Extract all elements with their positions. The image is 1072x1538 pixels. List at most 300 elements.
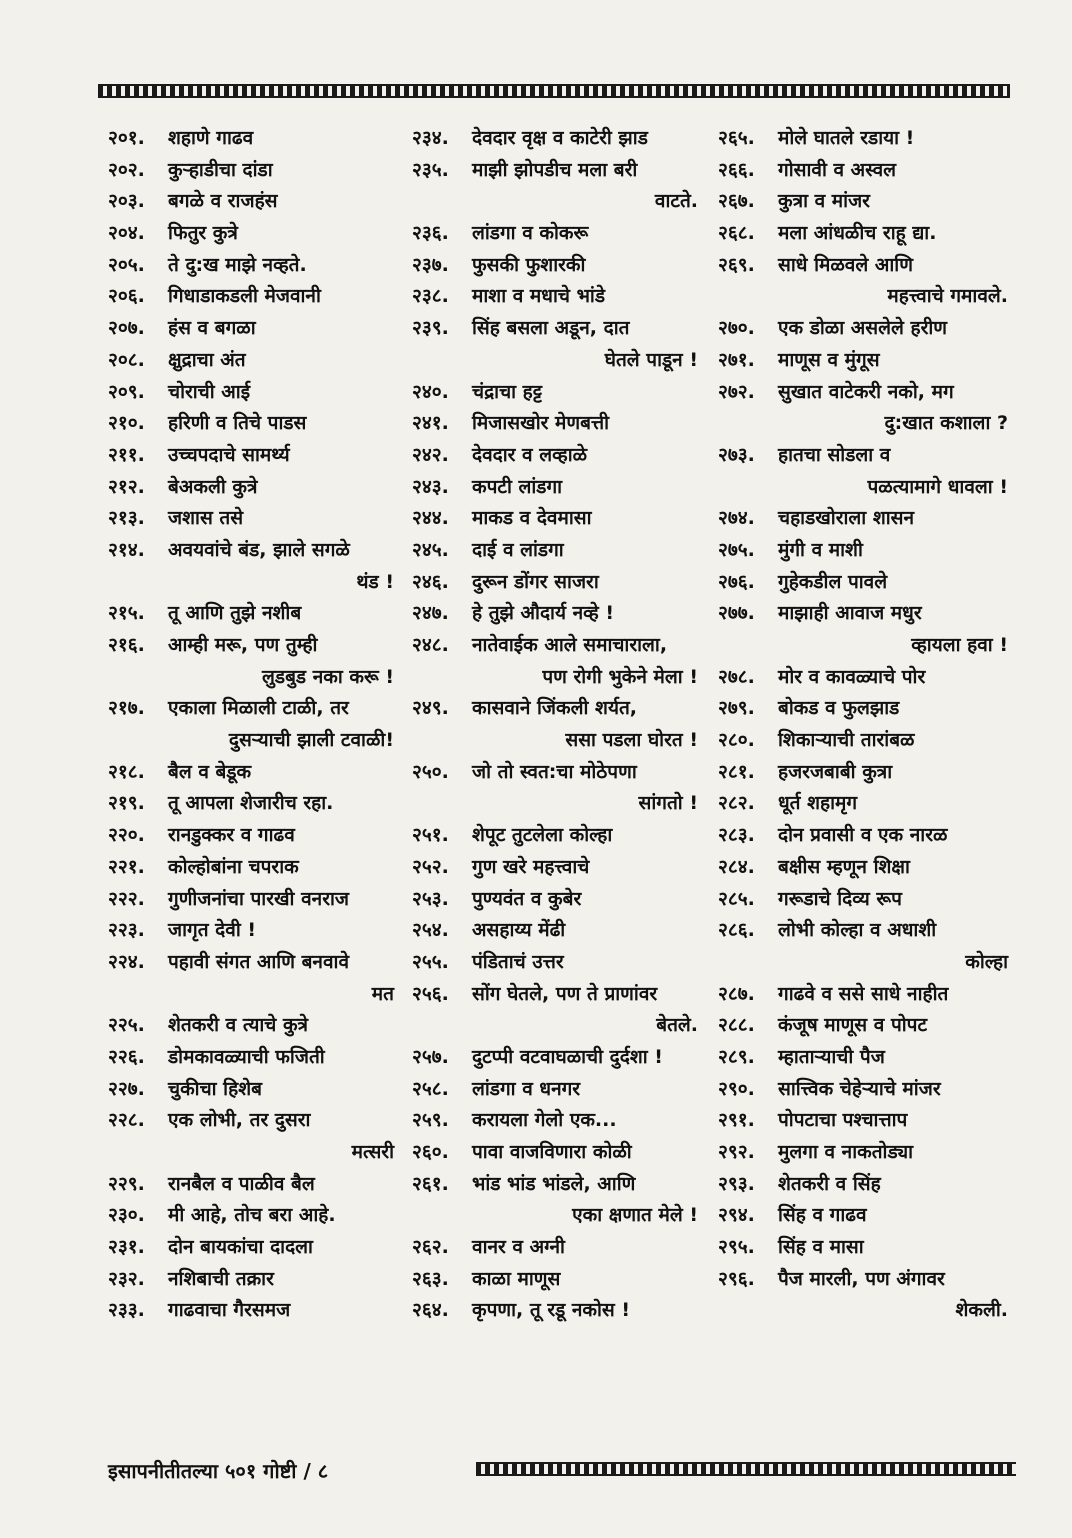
entry-number: २५३. bbox=[412, 887, 449, 910]
contents-entry bbox=[412, 503, 704, 535]
contents-entry-continuation bbox=[108, 662, 400, 694]
entry-number: २८६. bbox=[718, 919, 755, 942]
entry-number: २६६. bbox=[718, 158, 755, 181]
entry-title: घेतले पाडून ! bbox=[604, 348, 698, 371]
contents-entry bbox=[412, 630, 704, 662]
entry-number: २२४. bbox=[108, 950, 145, 973]
contents-entry bbox=[108, 186, 400, 218]
entry-number: २६८. bbox=[718, 222, 755, 245]
entry-number: २५९. bbox=[412, 1109, 449, 1132]
entry-number: २९५. bbox=[718, 1236, 755, 1259]
entry-number: २६३. bbox=[412, 1267, 449, 1290]
entry-number: २५१. bbox=[412, 824, 449, 847]
entry-title: एका क्षणात मेले ! bbox=[572, 1204, 698, 1227]
entry-number: २०३. bbox=[108, 190, 145, 213]
entry-title: दुरून डोंगर साजरा bbox=[472, 570, 599, 593]
entry-title: हजरजबाबी कुत्रा bbox=[778, 760, 893, 783]
entry-title: मुंगी व माशी bbox=[778, 538, 863, 561]
entry-title: सिंह बसला अडून, दात bbox=[472, 317, 630, 340]
entry-number: २२३. bbox=[108, 919, 145, 942]
entry-title: मी आहे, तोच बरा आहे. bbox=[168, 1204, 336, 1227]
entry-number: २६४. bbox=[412, 1299, 449, 1322]
contents-entry bbox=[108, 313, 400, 345]
entry-number: २०८. bbox=[108, 348, 145, 371]
entry-title: मुलगा व नाकतोड्या bbox=[778, 1141, 914, 1163]
entry-title: चुकीचा हिशेब bbox=[168, 1077, 262, 1100]
entry-number: २४३. bbox=[412, 475, 449, 498]
contents-entry-continuation bbox=[108, 979, 400, 1011]
contents-column-2 bbox=[412, 123, 704, 1327]
contents-entry bbox=[412, 820, 704, 852]
entry-title: माझी झोपडीच मला बरी bbox=[472, 158, 638, 181]
entry-title: गाढवाचा गैरसमज bbox=[168, 1299, 291, 1322]
entry-title: आम्ही मरू, पण तुम्ही bbox=[168, 634, 318, 656]
entry-number: २९२. bbox=[718, 1141, 755, 1163]
contents-entry bbox=[412, 567, 704, 599]
entry-title: चोराची आई bbox=[168, 380, 251, 403]
entry-title: फुसकी फुशारकी bbox=[472, 253, 586, 276]
contents-entry bbox=[108, 820, 400, 852]
entry-title: वानर व अग्नी bbox=[472, 1236, 565, 1259]
entry-number: २८८. bbox=[718, 1014, 755, 1037]
entry-title: कृपणा, तू रडू नकोस ! bbox=[472, 1299, 631, 1322]
entry-number: २८९. bbox=[718, 1045, 755, 1068]
entry-title: दु:खात कशाला ? bbox=[884, 412, 1008, 435]
entry-title: माकड व देवमासा bbox=[472, 507, 592, 530]
entry-title: सिंह व मासा bbox=[778, 1236, 864, 1259]
entry-title: शेपूट तुटलेला कोल्हा bbox=[472, 824, 613, 847]
contents-entry bbox=[108, 788, 400, 820]
contents-entry bbox=[718, 915, 1014, 947]
entry-number: २२८. bbox=[108, 1109, 145, 1132]
entry-number: २०९. bbox=[108, 380, 145, 403]
contents-entry bbox=[412, 155, 704, 187]
contents-entry bbox=[108, 123, 400, 155]
entry-number: २३६. bbox=[412, 222, 449, 245]
contents-entry bbox=[718, 662, 1014, 694]
entry-title: नशिबाची तक्रार bbox=[168, 1267, 274, 1290]
entry-number: २५५. bbox=[412, 950, 449, 973]
contents-entry bbox=[412, 1232, 704, 1264]
contents-entry bbox=[718, 345, 1014, 377]
contents-entry bbox=[108, 852, 400, 884]
entry-title: व्हायला हवा ! bbox=[911, 634, 1008, 656]
entry-title: माशा व मधाचे भांडे bbox=[472, 285, 606, 308]
entry-number: २९१. bbox=[718, 1109, 755, 1132]
entry-number: २५७. bbox=[412, 1045, 449, 1068]
contents-entry bbox=[108, 1232, 400, 1264]
entry-number: २७८. bbox=[718, 665, 755, 688]
entry-title: गुण खरे महत्त्वाचे bbox=[472, 855, 590, 878]
entry-title: बोकड व फुलझाड bbox=[778, 697, 900, 720]
contents-entry bbox=[108, 1105, 400, 1137]
contents-entry bbox=[108, 1200, 400, 1232]
contents-entry-continuation bbox=[108, 1137, 400, 1169]
entry-title: सिंह व गाढव bbox=[778, 1204, 867, 1227]
contents-entry bbox=[718, 693, 1014, 725]
entry-title: सात्त्विक चेहेऱ्याचे मांजर bbox=[778, 1077, 941, 1100]
contents-entry bbox=[108, 598, 400, 630]
contents-entry-continuation bbox=[412, 662, 704, 694]
entry-number: २२०. bbox=[108, 824, 145, 847]
entry-title: थंड ! bbox=[356, 570, 394, 593]
contents-entry bbox=[412, 123, 704, 155]
entry-title: मोर व कावळ्याचे पोर bbox=[778, 665, 926, 688]
entry-title: तू आणि तुझे नशीब bbox=[168, 602, 302, 625]
entry-number: २०७. bbox=[108, 317, 145, 340]
contents-entry-continuation bbox=[718, 472, 1014, 504]
entry-number: २७१. bbox=[718, 348, 755, 371]
entry-number: २३३. bbox=[108, 1299, 145, 1322]
entry-title: रानबैल व पाळीव बैल bbox=[168, 1172, 315, 1195]
contents-entry bbox=[718, 123, 1014, 155]
page-footer: इसापनीतीतल्या ५०१ गोष्टी / ८ bbox=[108, 1459, 329, 1483]
entry-number: २४१. bbox=[412, 412, 449, 435]
entry-number: २३४. bbox=[412, 127, 449, 149]
entry-title: गुहेकडील पावले bbox=[778, 570, 888, 593]
entry-title: साधे मिळवले आणि bbox=[778, 253, 913, 276]
contents-entry bbox=[108, 503, 400, 535]
entry-title: एक लोभी, तर दुसरा bbox=[168, 1109, 311, 1132]
entry-title: हे तुझे औदार्य नव्हे ! bbox=[472, 602, 614, 625]
contents-entry bbox=[412, 598, 704, 630]
entry-title: सांगतो ! bbox=[638, 792, 698, 815]
contents-entry-continuation bbox=[412, 1200, 704, 1232]
contents-entry bbox=[412, 1074, 704, 1106]
contents-entry bbox=[108, 472, 400, 504]
entry-title: कासवाने जिंकली शर्यत, bbox=[472, 697, 638, 720]
entry-title: मत bbox=[371, 982, 394, 1005]
entry-title: बैल व बेडूक bbox=[168, 760, 252, 783]
contents-entry bbox=[412, 313, 704, 345]
entry-number: २६२. bbox=[412, 1236, 449, 1259]
entry-title: उच्चपदाचे सामर्थ्य bbox=[168, 443, 290, 466]
contents-entry bbox=[718, 979, 1014, 1011]
contents-entry bbox=[108, 693, 400, 725]
entry-number: २०२. bbox=[108, 158, 145, 181]
contents-entry bbox=[718, 1010, 1014, 1042]
contents-entry bbox=[412, 979, 704, 1011]
top-decorative-border bbox=[98, 84, 1010, 98]
entry-title: सोंग घेतले, पण ते प्राणांवर bbox=[472, 982, 658, 1005]
entry-title: माणूस व मुंगूस bbox=[778, 348, 880, 371]
contents-entry bbox=[718, 440, 1014, 472]
entry-title: पळत्यामागे धावला ! bbox=[867, 475, 1008, 498]
contents-entry bbox=[718, 598, 1014, 630]
contents-entry bbox=[108, 408, 400, 440]
entry-title: गुणीजनांचा पारखी वनराज bbox=[168, 887, 349, 910]
entry-number: २११. bbox=[108, 443, 145, 466]
contents-entry bbox=[108, 281, 400, 313]
contents-entry bbox=[718, 1105, 1014, 1137]
entry-number: २१३. bbox=[108, 507, 145, 530]
contents-entry bbox=[108, 757, 400, 789]
contents-entry bbox=[108, 377, 400, 409]
entry-title: ससा पडला घोरत ! bbox=[565, 729, 698, 752]
entry-number: २८४. bbox=[718, 855, 755, 878]
entry-number: २४८. bbox=[412, 634, 449, 656]
contents-entry bbox=[718, 757, 1014, 789]
entry-title: लांडगा व कोकरू bbox=[472, 222, 589, 245]
entry-title: शिकाऱ्याची तारांबळ bbox=[778, 729, 915, 752]
contents-entry bbox=[108, 218, 400, 250]
contents-entry bbox=[108, 884, 400, 916]
entry-number: २६५. bbox=[718, 127, 755, 149]
contents-entry bbox=[412, 1295, 704, 1327]
entry-title: पण रोगी भुकेने मेला ! bbox=[542, 665, 698, 688]
contents-entry-continuation bbox=[412, 345, 704, 377]
contents-entry bbox=[718, 377, 1014, 409]
entry-title: दोन प्रवासी व एक नारळ bbox=[778, 824, 948, 847]
contents-entry bbox=[412, 693, 704, 725]
contents-entry-continuation bbox=[412, 788, 704, 820]
contents-entry bbox=[412, 1169, 704, 1201]
entry-number: २४९. bbox=[412, 697, 449, 720]
contents-entry-continuation bbox=[412, 1010, 704, 1042]
entry-title: शहाणे गाढव bbox=[168, 127, 254, 149]
entry-number: २१०. bbox=[108, 412, 145, 435]
contents-entry bbox=[718, 1200, 1014, 1232]
entry-number: २३८. bbox=[412, 285, 449, 308]
entry-number: २६९. bbox=[718, 253, 755, 276]
contents-entry bbox=[718, 535, 1014, 567]
entry-title: माझाही आवाज मधुर bbox=[778, 602, 922, 625]
entry-number: २५४. bbox=[412, 919, 449, 942]
contents-entry bbox=[108, 250, 400, 282]
entry-title: गाढवे व ससे साधे नाहीत bbox=[778, 982, 949, 1005]
entry-number: २७९. bbox=[718, 697, 755, 720]
entry-title: ते दु:ख माझे नव्हते. bbox=[168, 253, 307, 276]
entry-title: दोन बायकांचा दादला bbox=[168, 1236, 313, 1259]
entry-number: २१२. bbox=[108, 475, 145, 498]
contents-entry-continuation bbox=[108, 567, 400, 599]
entry-number: २३२. bbox=[108, 1267, 145, 1290]
entry-title: दुसऱ्याची झाली टवाळी! bbox=[228, 729, 394, 752]
entry-number: २५६. bbox=[412, 982, 449, 1005]
contents-entry bbox=[108, 630, 400, 662]
entry-title: रानडुक्कर व गाढव bbox=[168, 824, 295, 847]
entry-title: जशास तसे bbox=[168, 507, 244, 530]
contents-entry bbox=[718, 725, 1014, 757]
entry-title: लोभी कोल्हा व अधाशी bbox=[778, 919, 937, 942]
contents-entry bbox=[108, 915, 400, 947]
entry-number: २२७. bbox=[108, 1077, 145, 1100]
entry-title: सुखात वाटेकरी नको, मग bbox=[778, 380, 954, 403]
entry-number: २६१. bbox=[412, 1172, 449, 1195]
contents-entry bbox=[412, 440, 704, 472]
entry-title: लुडबुड नका करू ! bbox=[262, 665, 394, 688]
entry-title: कुऱ्हाडीचा दांडा bbox=[168, 158, 273, 181]
contents-entry bbox=[718, 218, 1014, 250]
entry-title: एक डोळा असलेले हरीण bbox=[778, 317, 948, 340]
entry-title: चहाडखोराला शासन bbox=[778, 507, 915, 530]
entry-title: तू आपला शेजारीच रहा. bbox=[168, 792, 334, 815]
contents-entry bbox=[412, 218, 704, 250]
entry-number: २८१. bbox=[718, 760, 755, 783]
entry-title: दाई व लांडगा bbox=[472, 538, 564, 561]
entry-number: २३५. bbox=[412, 158, 449, 181]
entry-number: २६०. bbox=[412, 1141, 449, 1163]
entry-title: नातेवाईक आले समाचाराला, bbox=[472, 634, 668, 656]
contents-entry-continuation bbox=[718, 281, 1014, 313]
entry-title: पंडिताचं उत्तर bbox=[472, 950, 564, 973]
entry-number: २२५. bbox=[108, 1014, 145, 1037]
contents-entry bbox=[412, 535, 704, 567]
contents-entry-continuation bbox=[718, 947, 1014, 979]
entry-title: क्षुद्राचा अंत bbox=[168, 348, 246, 371]
entry-title: धूर्त शहामृग bbox=[778, 792, 858, 815]
entry-title: बगळे व राजहंस bbox=[168, 190, 278, 213]
contents-entry bbox=[108, 1074, 400, 1106]
entry-number: २५०. bbox=[412, 760, 449, 783]
entry-title: गोसावी व अस्वल bbox=[778, 158, 897, 181]
entry-number: २१५. bbox=[108, 602, 145, 625]
entry-number: २३०. bbox=[108, 1204, 145, 1227]
contents-entry bbox=[718, 1169, 1014, 1201]
entry-title: मला आंधळीच राहू द्या. bbox=[778, 222, 937, 245]
contents-entry bbox=[718, 884, 1014, 916]
entry-title: कपटी लांडगा bbox=[472, 475, 563, 498]
entry-number: २३९. bbox=[412, 317, 449, 340]
contents-entry bbox=[718, 250, 1014, 282]
entry-number: २०६. bbox=[108, 285, 145, 308]
entry-number: २८७. bbox=[718, 982, 755, 1005]
contents-entry bbox=[108, 155, 400, 187]
entry-number: २५२. bbox=[412, 855, 449, 878]
contents-entry bbox=[108, 440, 400, 472]
contents-entry bbox=[718, 186, 1014, 218]
entry-title: एकाला मिळाली टाळी, तर bbox=[168, 697, 349, 720]
contents-entry bbox=[108, 1169, 400, 1201]
contents-entry bbox=[412, 915, 704, 947]
contents-column-1 bbox=[108, 123, 400, 1327]
entry-title: पावा वाजविणारा कोळी bbox=[472, 1141, 632, 1163]
entry-title: असहाय्य मेंढी bbox=[472, 919, 566, 942]
entry-title: पुण्यवंत व कुबेर bbox=[472, 887, 582, 910]
entry-title: हंस व बगळा bbox=[168, 317, 256, 340]
entry-number: २१९. bbox=[108, 792, 145, 815]
entry-number: २१४. bbox=[108, 538, 145, 561]
entry-title: दुटप्पी वटवाघळाची दुर्दशा ! bbox=[472, 1045, 663, 1068]
entry-title: शेतकरी व सिंह bbox=[778, 1172, 881, 1195]
entry-number: २७४. bbox=[718, 507, 755, 530]
contents-entry-continuation bbox=[718, 1295, 1014, 1327]
entry-number: २७७. bbox=[718, 602, 755, 625]
contents-entry-continuation bbox=[108, 725, 400, 757]
contents-entry bbox=[718, 313, 1014, 345]
entry-title: देवदार वृक्ष व काटेरी झाड bbox=[472, 127, 648, 149]
entry-number: २०४. bbox=[108, 222, 145, 245]
entry-title: जो तो स्वत:चा मोठेपणा bbox=[472, 760, 637, 783]
entry-number: २२६. bbox=[108, 1045, 145, 1068]
entry-number: २३७. bbox=[412, 253, 449, 276]
entry-title: गिधाडाकडली मेजवानी bbox=[168, 285, 321, 308]
contents-entry bbox=[718, 1042, 1014, 1074]
entry-number: २५८. bbox=[412, 1077, 449, 1100]
entry-title: पैज मारली, पण अंगावर bbox=[778, 1267, 945, 1290]
entry-number: २४६. bbox=[412, 570, 449, 593]
entry-title: पोपटाचा पश्चात्ताप bbox=[778, 1109, 908, 1132]
entry-title: फितुर कुत्रे bbox=[168, 222, 238, 245]
entry-title: हातचा सोडला व bbox=[778, 443, 891, 466]
entry-title: मिजासखोर मेणबत्ती bbox=[472, 412, 609, 435]
entry-title: वाटते. bbox=[654, 190, 698, 213]
entry-number: २४५. bbox=[412, 538, 449, 561]
entry-number: २१६. bbox=[108, 634, 145, 656]
contents-entry bbox=[412, 250, 704, 282]
contents-entry bbox=[718, 503, 1014, 535]
entry-title: कंजूष माणूस व पोपट bbox=[778, 1014, 928, 1037]
bottom-decorative-border bbox=[476, 1462, 1016, 1476]
entry-title: कोल्हा bbox=[965, 950, 1008, 973]
contents-entry-continuation bbox=[718, 408, 1014, 440]
contents-entry bbox=[412, 947, 704, 979]
contents-entry bbox=[412, 884, 704, 916]
contents-entry-continuation bbox=[412, 186, 704, 218]
contents-entry bbox=[108, 947, 400, 979]
contents-entry bbox=[718, 1137, 1014, 1169]
entry-title: पहावी संगत आणि बनवावे bbox=[168, 950, 350, 973]
entry-title: शेकली. bbox=[955, 1299, 1008, 1322]
entry-title: डोमकावळ्याची फजिती bbox=[168, 1045, 325, 1068]
entry-title: अवयवांचे बंड, झाले सगळे bbox=[168, 538, 350, 561]
entry-number: २९४. bbox=[718, 1204, 755, 1227]
contents-entry bbox=[412, 408, 704, 440]
entry-title: मत्सरी bbox=[351, 1141, 394, 1163]
contents-entry bbox=[718, 1264, 1014, 1296]
entry-number: २६७. bbox=[718, 190, 755, 213]
entry-number: २४२. bbox=[412, 443, 449, 466]
contents-entry bbox=[108, 1264, 400, 1296]
entry-number: २७६. bbox=[718, 570, 755, 593]
entry-number: २८०. bbox=[718, 729, 755, 752]
entry-number: २२२. bbox=[108, 887, 145, 910]
entry-title: गरूडाचे दिव्य रूप bbox=[778, 887, 902, 910]
contents-entry bbox=[108, 345, 400, 377]
entry-title: कोल्होबांना चपराक bbox=[168, 855, 299, 878]
contents-entry bbox=[718, 820, 1014, 852]
contents-entry bbox=[108, 1042, 400, 1074]
contents-entry bbox=[108, 1295, 400, 1327]
contents-entry bbox=[412, 1264, 704, 1296]
entry-number: २८५. bbox=[718, 887, 755, 910]
entry-title: बेतले. bbox=[656, 1014, 698, 1037]
entry-title: देवदार व लव्हाळे bbox=[472, 443, 588, 466]
contents-entry-continuation bbox=[718, 630, 1014, 662]
entry-title: महत्त्वाचे गमावले. bbox=[887, 285, 1008, 308]
contents-entry bbox=[412, 757, 704, 789]
entry-number: २२९. bbox=[108, 1172, 145, 1195]
entry-number: २०५. bbox=[108, 253, 145, 276]
entry-number: २४०. bbox=[412, 380, 449, 403]
contents-entry bbox=[412, 1042, 704, 1074]
entry-number: २२१. bbox=[108, 855, 145, 878]
contents-column-3 bbox=[718, 123, 1014, 1327]
contents-entry bbox=[718, 852, 1014, 884]
entry-number: २९०. bbox=[718, 1077, 755, 1100]
entry-title: लांडगा व धनगर bbox=[472, 1077, 581, 1100]
entry-number: २७५. bbox=[718, 538, 755, 561]
contents-entry bbox=[412, 472, 704, 504]
contents-entry bbox=[108, 535, 400, 567]
contents-entry bbox=[412, 1137, 704, 1169]
entry-number: २७३. bbox=[718, 443, 755, 466]
entry-title: शेतकरी व त्याचे कुत्रे bbox=[168, 1014, 309, 1037]
contents-entry bbox=[718, 1232, 1014, 1264]
entry-title: बक्षीस म्हणून शिक्षा bbox=[778, 855, 910, 878]
entry-title: चंद्राचा हट्ट bbox=[472, 380, 543, 403]
contents-entry bbox=[718, 155, 1014, 187]
